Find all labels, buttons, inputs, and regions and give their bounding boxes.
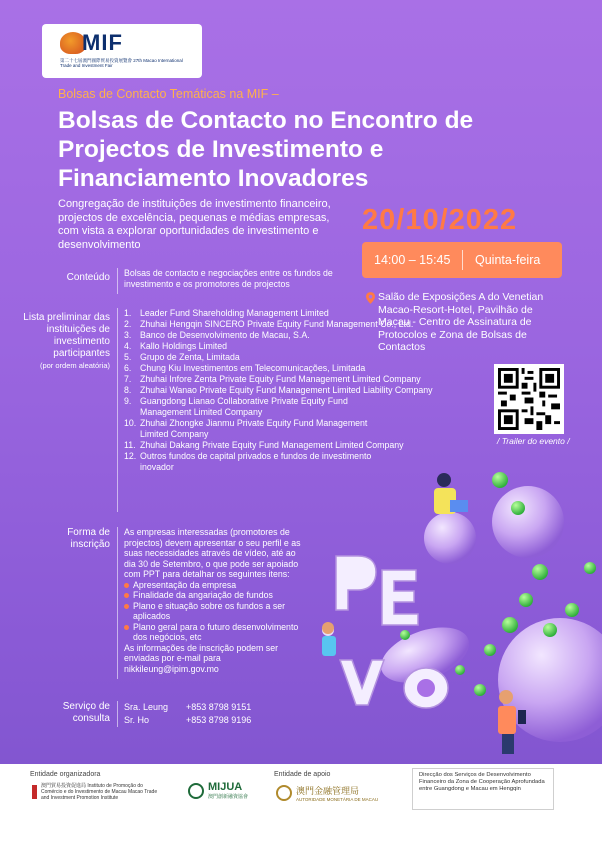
mif-logo [42,24,202,78]
list-item: 11. Zhuhai Dakang Private Equity Fund Management Limited Company [124,440,404,450]
conteudo-text: Bolsas de contacto e negociações entre os fundos de investimento e os promotores de projectos [124,268,333,289]
institution-list [124,308,454,473]
label-servico: Serviço de consulta [62,701,110,724]
amcm-logo [276,784,378,802]
support-label: Entidade de apoio [274,771,331,778]
location-pin-icon [366,292,375,304]
inscricao-text: As empresas interessadas (promotores de projectos) devem apresentar o seu perfil e as suas necessidades através de vídeo, até ao dia 30 de Setembro, o que pode ser apoiado com PPT para detalhar os seguintes itens: [124,527,301,579]
inscricao-email-text: As informações de inscrição podem ser enviadas por e-mail para nikkileung@ipim.gov.mo [124,642,279,674]
kicker: Bolsas de Contacto Temáticas na MIF – [58,87,279,101]
event-venue: Salão de Exposições A do Venetian Macao-Resort-Hotel, Pavilhão de Macau - Centro de Assinatura de Protocolos e Zona de Bolsas de Contactos [378,291,544,353]
mijua-mark-icon [188,783,204,799]
inscricao-bullets [124,580,304,643]
mijua-subname: 澳門創新融資協會 [208,794,249,800]
list-item: Plano geral para o futuro desenvolvimento dos negócios, etc [124,622,304,643]
list-item: 1. Leader Fund Shareholding Management Limited [124,308,329,318]
label-lista [20,312,110,372]
divider [117,701,118,727]
label-lista-title: Lista preliminar das instituições de investimento participantes [23,312,110,359]
ipim-name: 澳門貿易投資促進局 Instituto de Promoção do Comércio e do Investimento de Macau Macao Trade and Investment Promotion Institute [40,783,158,801]
list-item: 3. Banco de Desenvolvimento de Macau, S.A. [124,330,310,340]
qr-code[interactable] [494,364,564,434]
amcm-name: 澳門金融管理局 [296,786,360,796]
mijua-logo [188,781,248,800]
event-time: 14:00 – 15:45 [374,253,451,267]
label-lista-note: (por ordem aleatória) [39,361,110,370]
inscricao-block [124,527,304,674]
qr-caption: / Trailer do evento / [497,436,570,446]
contact-name: Sra. Leung [124,702,169,712]
label-forma: Forma de inscrição [67,527,110,550]
divider [117,268,118,294]
list-item: Finalidade da angariação de fundos [124,590,304,601]
divider [117,527,118,679]
divider [462,250,463,270]
event-time-pill [362,242,562,278]
contact-list [124,701,276,727]
divider [117,308,118,512]
list-item: 7. Zhuhai Infore Zenta Private Equity Fund Management Limited Company [124,374,421,384]
contact-phone[interactable]: +853 8798 9196 [186,715,252,725]
qr-code-icon [498,368,560,430]
dsdfz-box: Direcção dos Serviços de Desenvolvimento Financeiro da Zona de Cooperação Aprofundada entre Guangdong e Macau em Hengqin [412,768,554,810]
list-item: 5. Grupo de Zenta, Limitada [124,352,240,362]
list-item: 6. Chung Kiu Investimentos em Telecomunicações, Limitada [124,363,366,373]
list-item: Apresentação da empresa [124,580,304,591]
mif-logo-text: MIF [82,30,123,55]
contact-name: Sr. Ho [124,715,150,725]
ipim-logo [32,781,164,803]
amcm-mark-icon [276,785,292,801]
event-weekday: Quinta-feira [475,253,541,267]
page-title: Bolsas de Contacto no Encontro de Projectos de Investimento e Financiamento Inovadores [58,107,474,192]
list-item: 9. Guangdong Lianao Collaborative Private Equity Fund Management Limited Company [124,396,348,417]
list-item: 12. Outros fundos de capital privados e fundos de investimento inovador [124,451,372,472]
list-item: 10. Zhuhai Zhongke Jianmu Private Equity Fund Management Limited Company [124,418,368,439]
mijua-name: MIJUA [208,781,243,793]
list-item: 8. Zhuhai Wanao Private Equity Fund Management Limited Liability Company [124,385,433,395]
event-date: 20/10/2022 [362,204,518,236]
list-item: 4. Kallo Holdings Limited [124,341,228,351]
contact-phone[interactable]: +853 8798 9151 [186,702,252,712]
decorative-illustration-icon [300,460,602,760]
ipim-mark-icon [32,785,37,799]
organizer-label: Entidade organizadora [30,771,101,778]
label-conteudo: Conteúdo [66,272,110,283]
mif-logo-subtitle: 第二十七屆澳門國際貿易投資展覽會 27th Macao International Trade and Investment Fair [60,58,183,68]
intro-text: Congregação de instituições de investimento financeiro, projectos de excelência, pequenas e médias empresas, com vista a explorar oportunidades de investimento e desenvolvimento [58,198,331,251]
amcm-subname: AUTORIDADE MONETÁRIA DE MACAU [296,797,379,802]
list-item: Plano e situação sobre os fundos a ser aplicados [124,601,304,622]
list-item: 2. Zhuhai Hengqin SINCERO Private Equity Fund Management Co., Ltd. [124,319,414,329]
